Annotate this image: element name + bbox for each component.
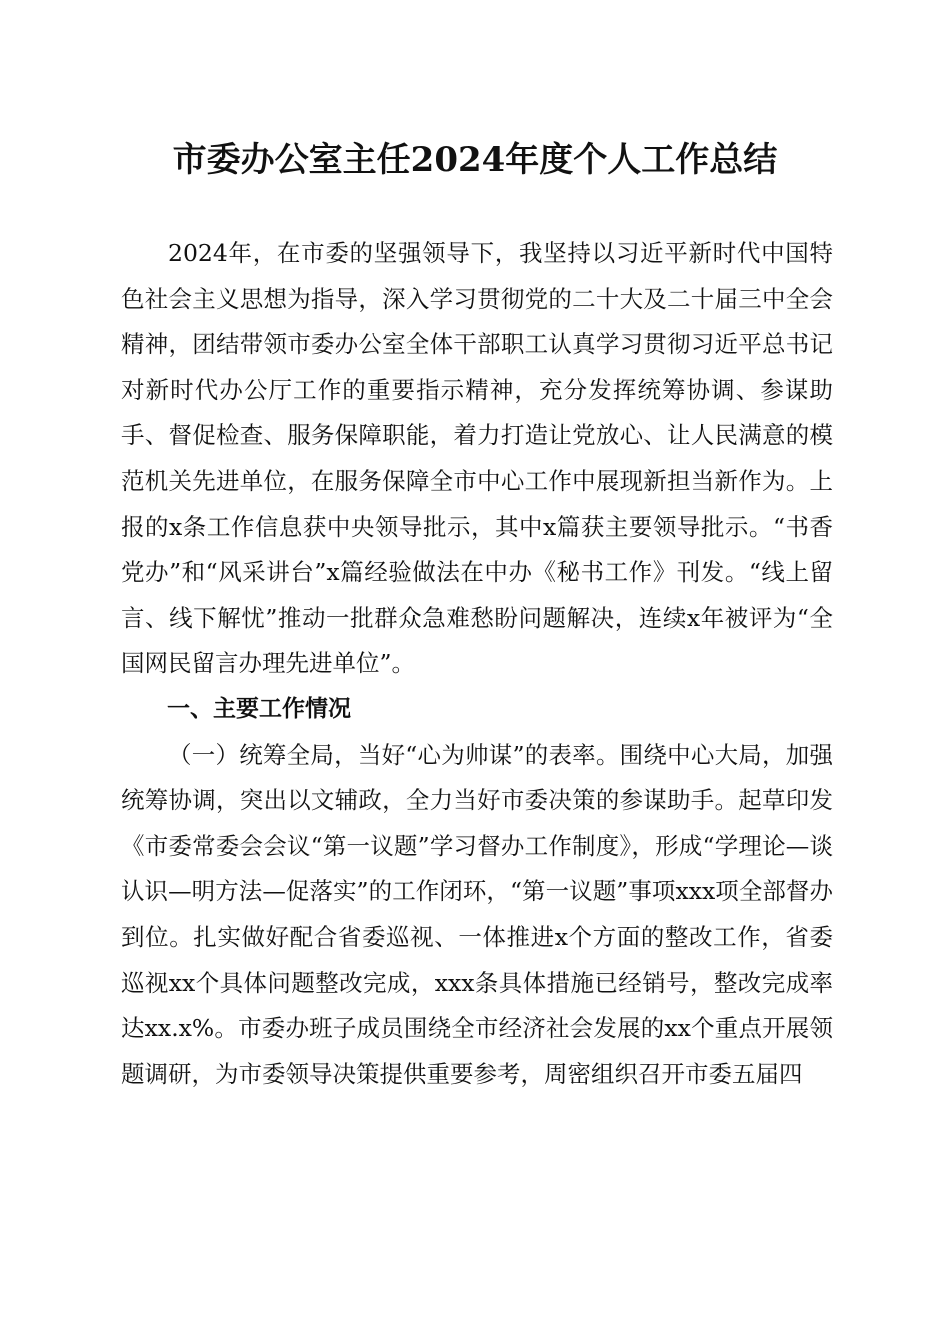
section-heading-main-work: 一、主要工作情况 [167, 695, 351, 722]
document-title: 市委办公室主任2024年度个人工作总结 [172, 140, 778, 180]
intro-paragraph: 2024年，在市委的坚强领导下，我坚持以习近平新时代中国特色社会主义思想为指导，深入学习贯彻党的二十大及二十届三中全会精神，团结带领市委办公室全体干部职工认真学习贯彻习近平总书记对新时代办公厅工作的重要指示精神，充分发挥统筹协调、参谋助手、督促检查、服务保障职能，着力打造让党放心、让人民满意的模范机关先进单位，在服务保障全市中心工作中展现新担当新作为。上报的x条工作信息获中央领导批示，其中x篇获主要领导批示。“书香党办”和“风采讲台”x篇经验做法在中办《秘书工作》刊发。“线上留言、线下解忧”推动一批群众急难愁盼问题解决，连续x年被评为“全国网民留言办理先进单位”。 [121, 239, 833, 678]
document-body [121, 231, 833, 1097]
section-paragraph-overall-planning: （一）统筹全局，当好“心为帅谋”的表率。围绕中心大局，加强统筹协调，突出以文辅政，全力当好市委决策的参谋助手。起草印发《市委常委会会议“第一议题”学习督办工作制度》，形成“学理论—谈认识—明方法—促落实”的工作闭环，“第一议题”事项xxx项全部督办到位。扎实做好配合省委巡视、一体推进x个方面的整改工作，省委巡视xx个具体问题整改完成，xxx条具体措施已经销号，整改完成率达xx.x%。市委办班子成员围绕全市经济社会发展的xx个重点开展领题调研，为市委领导决策提供重要参考，周密组织召开市委五届四 [121, 740, 833, 1088]
